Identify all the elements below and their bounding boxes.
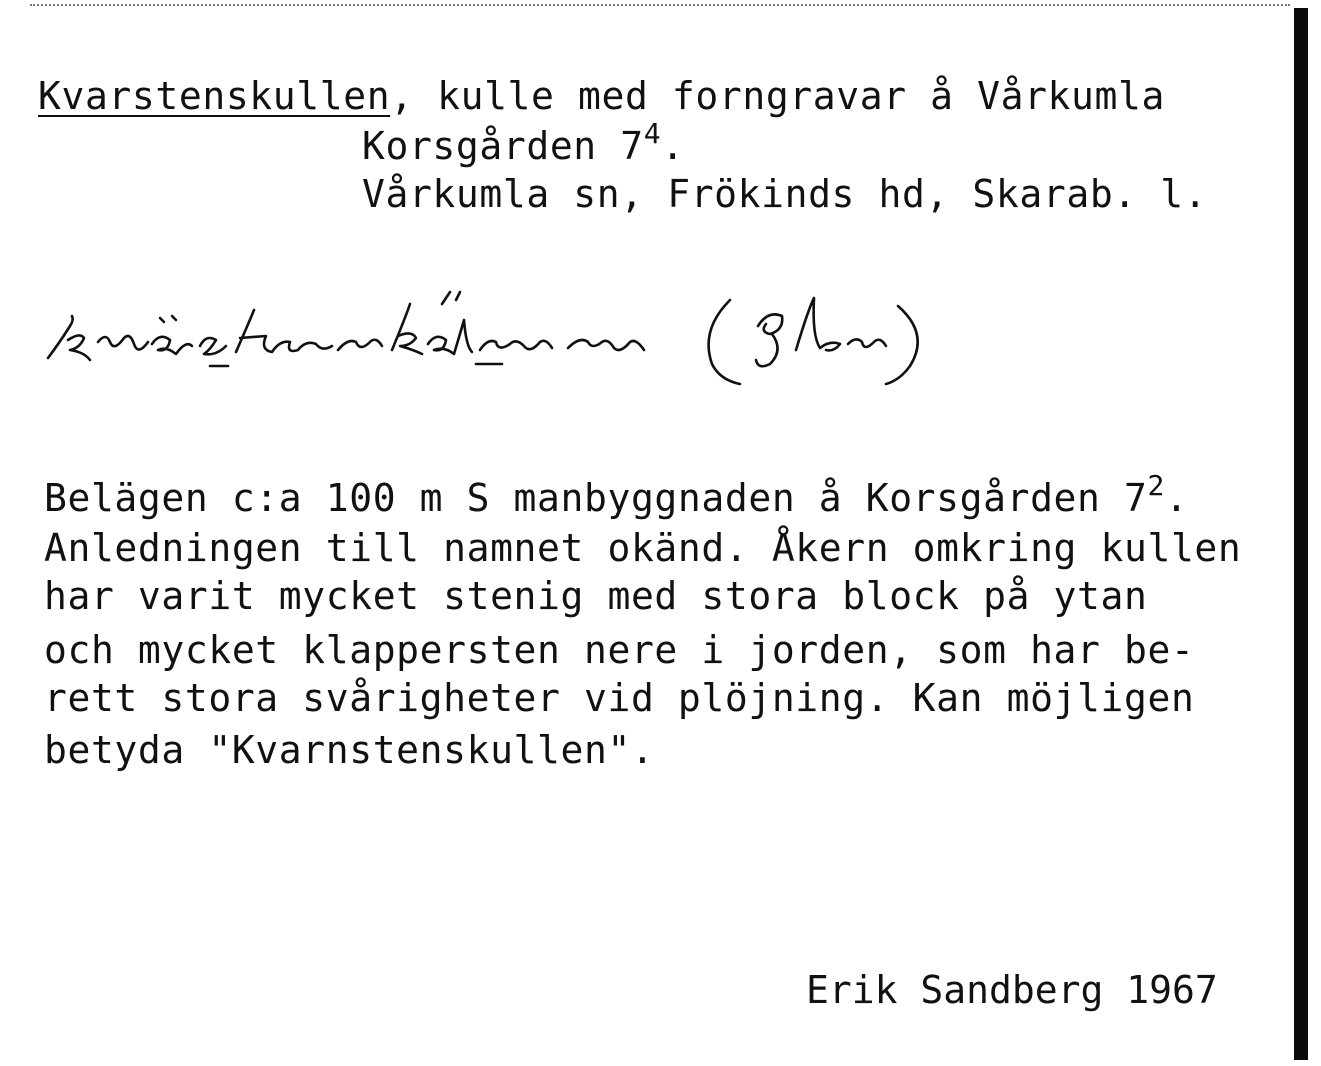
- card-top-edge: [30, 4, 1290, 8]
- card-right-edge: [1294, 8, 1308, 1060]
- title-rest: , kulle med forngravar å Vårkumla: [390, 74, 1165, 118]
- card-title-line: [38, 72, 1165, 120]
- location-superscript: 4: [643, 117, 662, 150]
- headword: Kvarstenskullen: [38, 74, 391, 118]
- body-line-4: och mycket klappersten nere i jorden, som har be-: [44, 628, 1195, 672]
- body-line-1: [44, 469, 1189, 526]
- body-line-5: rett stora svårigheter vid plöjning. Kan möjligen: [44, 676, 1195, 720]
- body-line-2: Anledningen till namnet okänd. Åkern omkring kullen: [44, 526, 1242, 570]
- location-text: Korsgården 7: [362, 124, 644, 168]
- location-end: .: [661, 124, 685, 168]
- body-line-6: betyda "Kvarnstenskullen".: [44, 728, 655, 772]
- location-line: [362, 117, 685, 174]
- body-line-1-text: Belägen c:a 100 m S manbyggnaden å Korsgården 7: [44, 476, 1148, 520]
- body-line-3: har varit mycket stenig med stora block på ytan: [44, 574, 1148, 618]
- signature: Erik Sandberg 1967: [806, 968, 1218, 1012]
- handwritten-pronunciation: [40, 280, 940, 390]
- body-line-1-superscript: 2: [1147, 469, 1165, 502]
- parish-line: Vårkumla sn, Frökinds hd, Skarab. l.: [362, 172, 1208, 216]
- body-line-1-end: .: [1164, 476, 1189, 520]
